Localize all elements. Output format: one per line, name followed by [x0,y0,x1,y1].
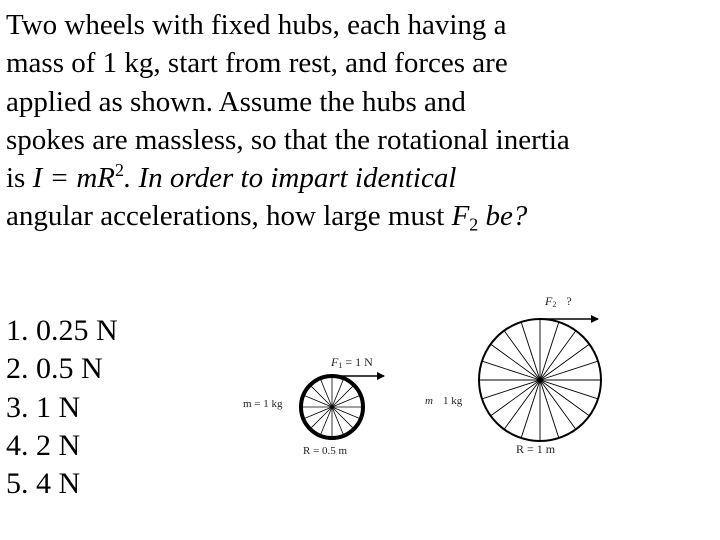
small-wheel [243,355,384,457]
wheel-spoke [332,386,353,407]
wheel-spoke [332,407,353,428]
question-line-3: applied as shown. Assume the hubs and [6,85,466,118]
question-line-2: mass of 1 kg, start from rest, and forces are [6,47,508,80]
question-line-6: angular accelerations, how large must $F_2$ be? [6,200,528,235]
large-wheel-mass-label: m 1 kg [425,395,463,407]
question-line-5: is $I = mR^2$. In order to impart identical [6,160,457,195]
large-wheel [425,294,601,456]
wheel-spoke [521,323,540,380]
small-wheel-spokes [302,377,362,437]
small-wheel-radius-label: R = 0.5 m [303,445,348,457]
wheel-spoke [540,345,589,380]
wheel-spoke [491,345,540,380]
wheel-spoke [311,407,332,428]
wheel-spoke [505,331,540,380]
force-f1-label: F1 = 1 N [331,355,373,370]
wheel-spoke [521,380,540,437]
answer-choice[interactable]: 4. 2 N [6,428,81,462]
force-f2-label: F2 ? [545,294,572,309]
wheel-spoke [540,380,589,415]
large-wheel-spokes [480,320,600,440]
wheel-spoke [540,331,575,380]
wheel-spoke [540,380,575,429]
answer-choice[interactable]: 5. 4 N [6,467,81,501]
answer-choice[interactable]: 1. 0.25 N [6,314,118,347]
wheel-spoke [505,380,540,429]
wheel-spoke [491,380,540,415]
wheel-spoke [483,380,540,399]
answer-choice[interactable]: 3. 1 N [6,390,81,424]
answer-choice[interactable]: 2. 0.5 N [6,352,103,386]
large-wheel-radius-label: R = 1 m [516,442,556,456]
wheel-spoke [483,361,540,380]
wheel-spoke [540,323,559,380]
wheel-spoke [540,380,597,399]
question-line-4: spokes are massless, so that the rotational inertia [6,123,570,156]
wheel-spoke [540,361,597,380]
wheel-spoke [540,380,559,437]
wheel-spoke [311,386,332,407]
question-line-1: Two wheels with fixed hubs, each having a [6,9,507,41]
small-wheel-mass-label: m = 1 kg [243,398,283,410]
